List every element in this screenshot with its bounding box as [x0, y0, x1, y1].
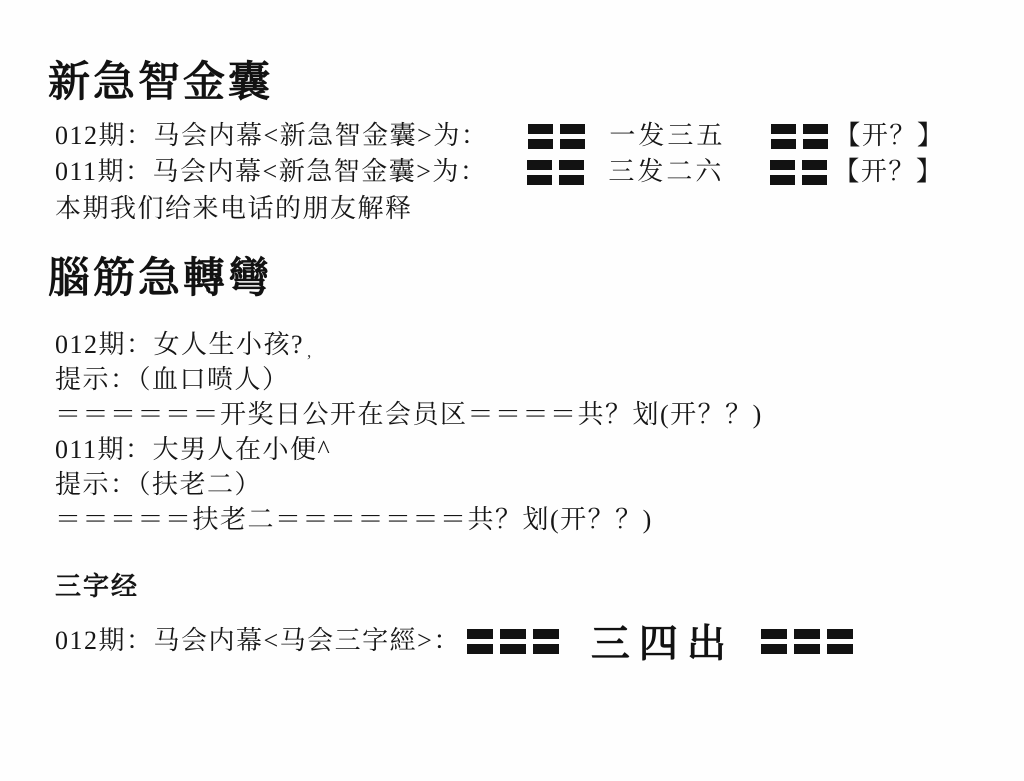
broken-yin-lines-icon — [528, 124, 585, 149]
section2-title: 腦筋急轉彎 — [48, 256, 274, 303]
prediction-row-012 — [55, 118, 994, 154]
row-phrase: 一发三五 — [609, 121, 726, 151]
broken-yin-lines-icon — [771, 124, 828, 149]
hint-line: 提示：（血口喷人） — [55, 365, 290, 395]
broken-yin-lines-icon — [467, 629, 559, 654]
broken-yin-lines-icon — [527, 160, 584, 185]
row-result: 【开？】 — [833, 157, 944, 187]
riddle-line-011: 011期：大男人在小便^ — [55, 435, 332, 465]
section1-note: 本期我们给来电话的朋友解释 — [55, 194, 413, 224]
divider-answer-line: ＝＝＝＝＝＝开奖日公开在会员区＝＝＝＝共？划(开？？) — [55, 400, 763, 430]
section-nao-jin-ji-zhuan-wan — [48, 256, 994, 538]
section-xin-ji-zhi-jin-nang — [48, 60, 994, 226]
row-prefix: 011期：马会内幕<新急智金囊>为： — [55, 157, 488, 187]
row-phrase: 三发二六 — [608, 157, 725, 187]
row-phrase: 三四出 — [590, 623, 735, 667]
section1-title: 新急智金囊 — [48, 60, 274, 106]
riddle-line-012 — [55, 328, 994, 363]
section3-subtitle: 三字经 — [55, 572, 140, 602]
broken-yin-lines-icon — [761, 629, 853, 654]
riddle-text: 012期：女人生小孩? — [55, 330, 305, 360]
broken-yin-lines-icon — [770, 160, 827, 185]
row-prefix: 012期：马会内幕<马会三字經>： — [55, 626, 461, 656]
row-prefix: 012期：马会内幕<新急智金囊>为： — [55, 121, 489, 151]
stray-mark: , — [307, 342, 313, 362]
divider-answer-line: ＝＝＝＝＝扶老二＝＝＝＝＝＝＝共？划(开？？) — [55, 505, 653, 535]
row-result: 【开？】 — [834, 121, 945, 151]
prediction-row-011 — [55, 154, 994, 190]
section-san-zi-jing — [55, 570, 994, 667]
prediction-row-012-sanzijing — [55, 618, 994, 667]
hint-line: 提示：（扶老二） — [55, 470, 263, 500]
